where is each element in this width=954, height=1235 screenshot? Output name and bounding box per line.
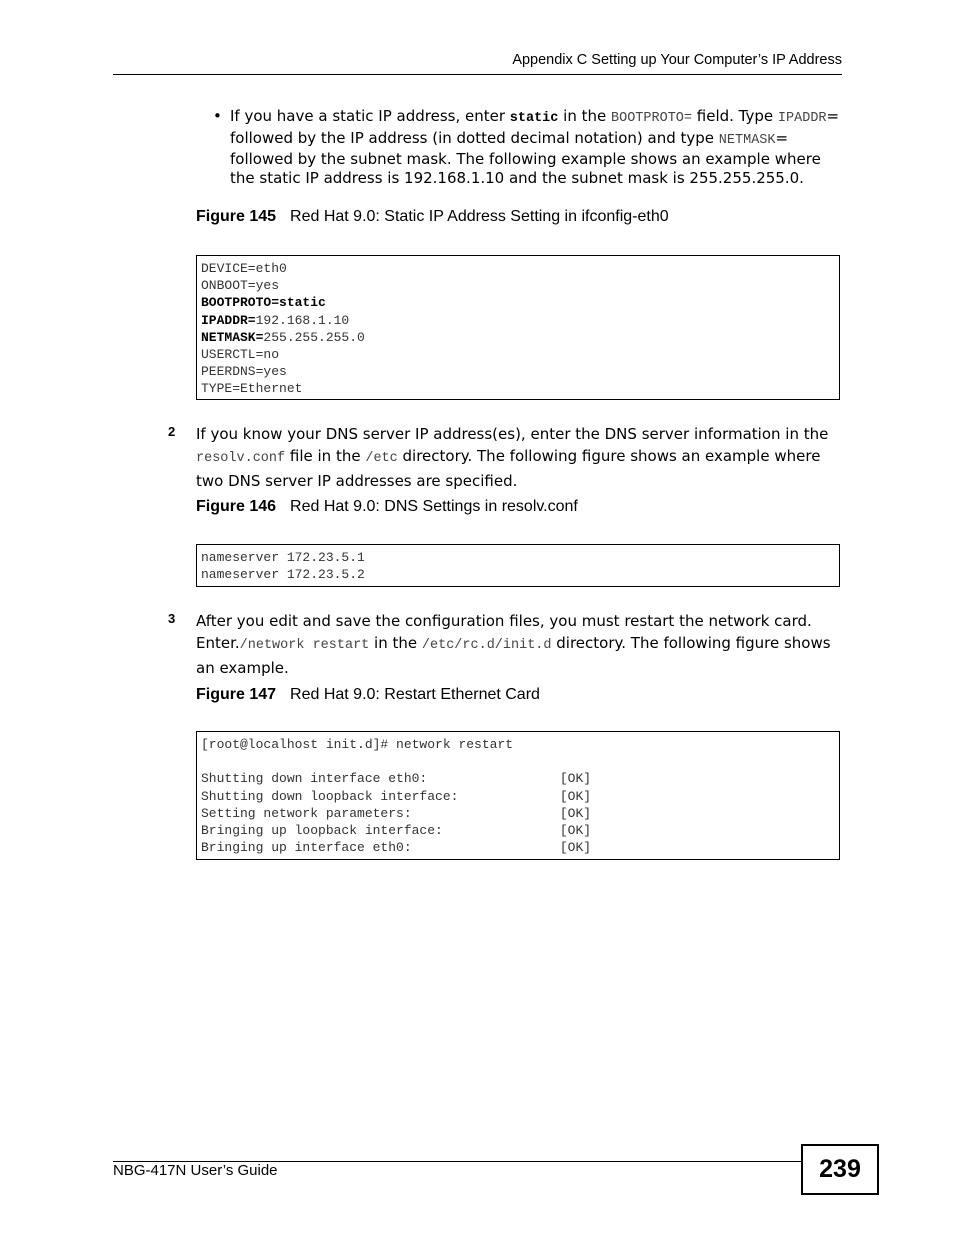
figure-146-caption	[196, 498, 578, 516]
figure-number: Figure 146	[196, 498, 277, 515]
bullet-text	[230, 107, 843, 187]
figure-147-code	[196, 731, 840, 860]
code-value: 255.255.255.0	[263, 329, 365, 345]
code-key: IPADDR=	[201, 312, 256, 328]
figure-number: Figure 147	[196, 686, 277, 703]
step-number: 2	[168, 424, 176, 439]
code-line: Shutting down loopback interface: [OK]	[201, 788, 592, 804]
text-run: field. Type	[692, 107, 778, 125]
bullet-marker: •	[213, 107, 222, 125]
inline-code-etc: /etc	[365, 451, 398, 466]
text-run: = followed by the subnet mask. The following example shows an example where the static IP address is 192.168.1.10 and the subnet mask is 255.255.255.0.	[230, 128, 821, 187]
figure-146-code	[196, 544, 840, 587]
inline-code-static: static	[509, 111, 559, 126]
bullet-static-ip	[213, 107, 843, 187]
inline-code-network-restart: /network restart	[239, 638, 370, 653]
code-line: Shutting down interface eth0: [OK]	[201, 771, 592, 787]
figure-147-caption	[196, 686, 540, 704]
code-line: PEERDNS=yes	[201, 364, 287, 380]
code-key: NETMASK=	[201, 329, 264, 345]
text-run: directory. The following figure shows an example.	[196, 634, 831, 677]
text-run: If you have a static IP address, enter	[230, 107, 510, 125]
step-text	[196, 423, 840, 492]
code-line: ONBOOT=yes	[201, 278, 280, 294]
inline-code-netmask: NETMASK	[718, 132, 776, 148]
figure-title: Red Hat 9.0: DNS Settings in resolv.conf	[290, 498, 578, 515]
code-line: Setting network parameters: [OK]	[201, 805, 592, 821]
step-2	[168, 423, 840, 492]
inline-code-resolv: resolv.conf	[196, 451, 286, 466]
text-run: file in the	[285, 447, 366, 465]
code-line: nameserver 172.23.5.2	[201, 567, 365, 583]
code-line: nameserver 172.23.5.1	[201, 550, 365, 565]
inline-code-ipaddr: IPADDR	[777, 111, 827, 126]
code-line: USERCTL=no	[201, 347, 280, 363]
running-header: Appendix C Setting up Your Computer’s IP Address	[512, 52, 842, 68]
code-line: Bringing up loopback interface: [OK]	[201, 823, 592, 838]
step-text	[196, 610, 840, 679]
header-rule	[113, 74, 842, 75]
figure-title: Red Hat 9.0: Restart Ethernet Card	[290, 686, 540, 703]
code-line: [root@localhost init.d]# network restart	[201, 737, 514, 752]
inline-code-bootproto: BOOTPROTO=	[611, 111, 693, 126]
step-3	[168, 610, 840, 679]
text-run: directory. The following figure shows an example where two DNS server IP addresses are specified.	[196, 447, 821, 490]
figure-145-code	[196, 255, 840, 400]
figure-number: Figure 145	[196, 208, 277, 225]
footer-guide-title: NBG-417N User’s Guide	[113, 1162, 278, 1179]
code-value: 192.168.1.10	[255, 312, 350, 328]
code-line	[201, 753, 835, 770]
code-line: Bringing up interface eth0: [OK]	[201, 840, 592, 856]
step-number: 3	[168, 611, 176, 626]
inline-code-init-d: /etc/rc.d/init.d	[421, 638, 552, 653]
figure-title: Red Hat 9.0: Static IP Address Setting in ifconfig-eth0	[290, 208, 669, 225]
text-run: in the	[369, 634, 422, 652]
figure-145-caption	[196, 208, 669, 226]
code-line: BOOTPROTO=static	[201, 295, 326, 311]
code-line: DEVICE=eth0	[201, 261, 287, 276]
text-run: After you edit and save the configuration files, you must restart the network card. Enter.	[196, 612, 812, 652]
text-run: in the	[558, 107, 611, 125]
page-number: 239	[801, 1144, 879, 1195]
code-line: TYPE=Ethernet	[201, 381, 303, 397]
code-line	[201, 312, 835, 329]
text-run: = followed by the IP address (in dotted decimal notation) and type	[230, 107, 840, 147]
text-run: If you know your DNS server IP address(es), enter the DNS server information in the	[196, 425, 829, 443]
code-line	[201, 329, 835, 346]
